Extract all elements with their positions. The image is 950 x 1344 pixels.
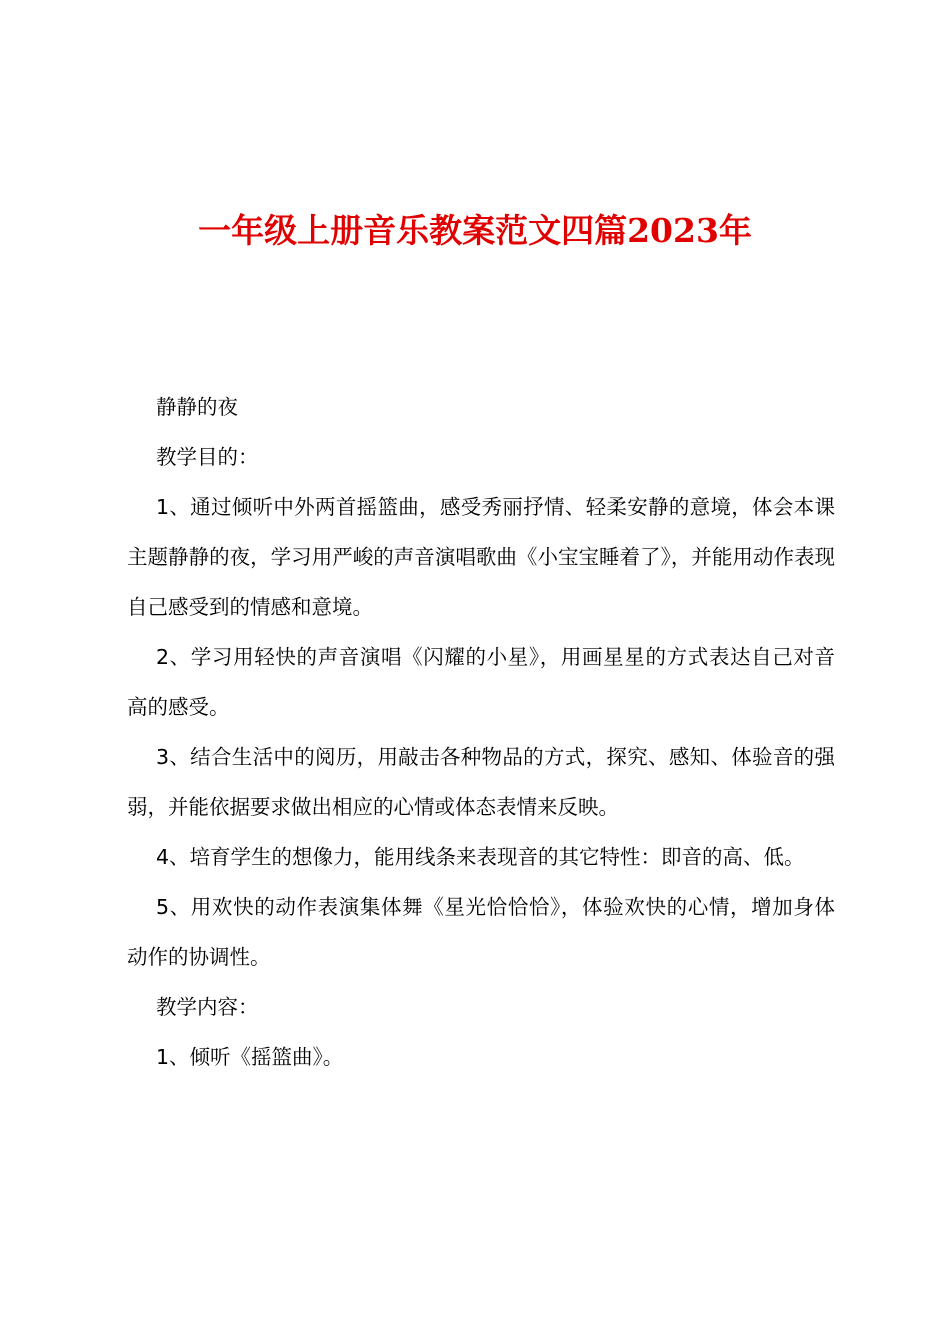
document-body <box>127 382 835 1082</box>
lesson-heading: 静静的夜 <box>156 395 238 419</box>
objective-item-2: 2、学习用轻快的声音演唱《闪耀的小星》，用画星星的方式表达自己对音高的感受。 <box>127 645 835 719</box>
objective-item-4: 4、培育学生的想像力，能用线条来表现音的其它特性：即音的高、低。 <box>156 845 805 869</box>
section-heading-objectives: 教学目的： <box>156 445 259 469</box>
content-item-1: 1、倾听《摇篮曲》。 <box>156 1045 344 1069</box>
objective-item-3: 3、结合生活中的阅历，用敲击各种物品的方式，探究、感知、体验音的强弱，并能依据要求做出相应的心情或体态表情来反映。 <box>127 745 835 819</box>
section-heading-content: 教学内容： <box>156 995 259 1019</box>
document-title: 一年级上册音乐教案范文四篇2023年 <box>198 211 752 250</box>
objective-item-5: 5、用欢快的动作表演集体舞《星光恰恰恰》，体验欢快的心情，增加身体动作的协调性。 <box>127 895 835 969</box>
objective-item-1: 1、通过倾听中外两首摇篮曲，感受秀丽抒情、轻柔安静的意境，体会本课主题静静的夜，学习用严峻的声音演唱歌曲《小宝宝睡着了》，并能用动作表现自己感受到的情感和意境。 <box>127 495 835 619</box>
